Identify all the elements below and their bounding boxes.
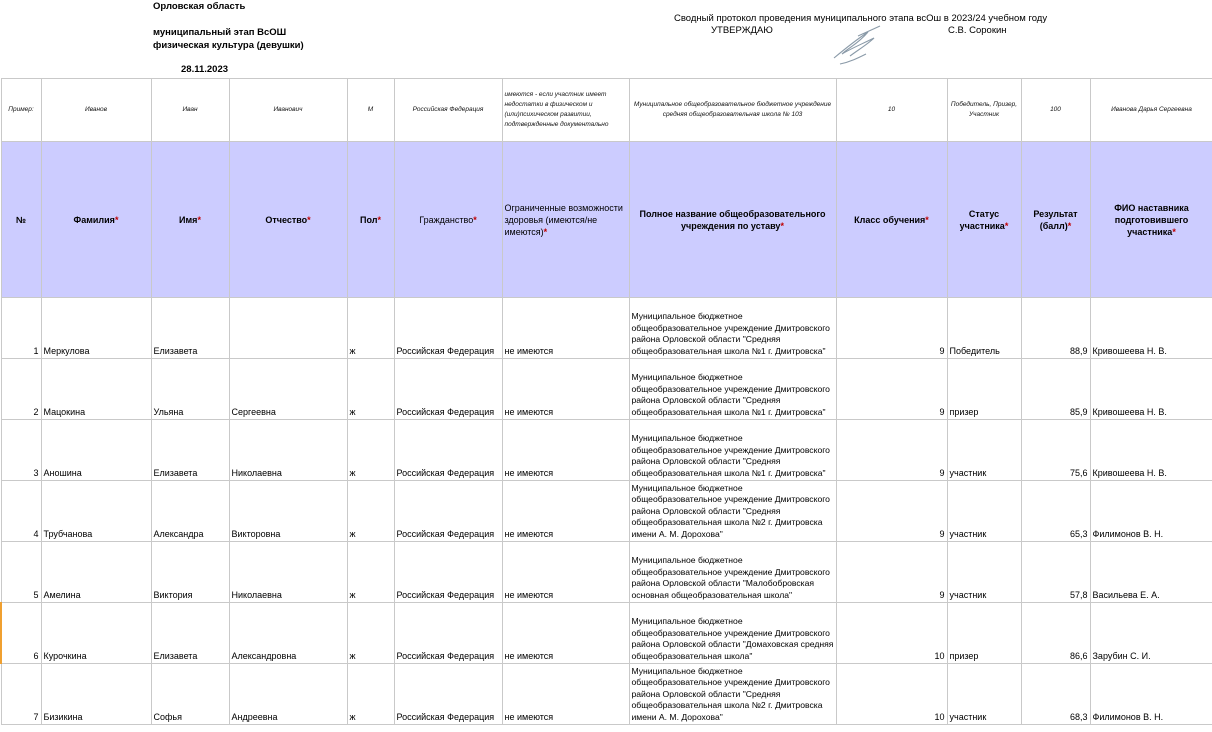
cell-grade[interactable]: 10 xyxy=(836,664,947,725)
cell-result[interactable]: 85,9 xyxy=(1021,359,1090,420)
meta-type-value[interactable]: муниципальный этап ВсОШ xyxy=(153,27,287,38)
cell-status[interactable]: Победитель xyxy=(947,298,1021,359)
cell-name[interactable]: Виктория xyxy=(151,542,229,603)
example-school: Муниципальное общеобразовательное бюджетное учреждение средняя общеобразовательная школа № 103 xyxy=(629,79,836,142)
cell-mentor[interactable]: Зарубин С. И. xyxy=(1090,603,1212,664)
col-patronymic: Отчество* xyxy=(229,142,347,298)
cell-status[interactable]: призер xyxy=(947,359,1021,420)
example-health: имеются - если участник имеет недостатки в физическом и (или)психическом развитии, подтвержденные документально xyxy=(502,79,629,142)
cell-result[interactable]: 57,8 xyxy=(1021,542,1090,603)
protocol-table xyxy=(0,78,1212,725)
col-status: Статус участника* xyxy=(947,142,1021,298)
cell-surname[interactable]: Меркулова xyxy=(41,298,151,359)
cell-num[interactable]: 1 xyxy=(1,298,41,359)
cell-health[interactable]: не имеются xyxy=(502,298,629,359)
cell-citizenship[interactable]: Российская Федерация xyxy=(394,664,502,725)
header-row xyxy=(1,142,1212,298)
cell-mentor[interactable]: Филимонов В. Н. xyxy=(1090,664,1212,725)
protocol-title: Сводный протокол проведения муниципального этапа всОш в 2023/24 учебном году xyxy=(674,13,1048,24)
example-row xyxy=(1,79,1212,142)
cell-school[interactable]: Муниципальное бюджетное общеобразовательное учреждение Дмитровского района Орловской области "Средняя общеобразовательная школа №1 г. Дмитровска" xyxy=(629,359,836,420)
signature-mark xyxy=(828,18,888,68)
cell-sex[interactable]: ж xyxy=(347,359,394,420)
cell-patronymic[interactable]: Андреевна xyxy=(229,664,347,725)
example-status: Победитель, Призер, Участник xyxy=(947,79,1021,142)
col-num: № xyxy=(1,142,41,298)
approve-label: УТВЕРЖДАЮ xyxy=(711,25,773,36)
col-surname: Фамилия* xyxy=(41,142,151,298)
cell-sex[interactable]: ж xyxy=(347,542,394,603)
cell-num[interactable]: 2 xyxy=(1,359,41,420)
cell-health[interactable]: не имеются xyxy=(502,359,629,420)
example-label: Пример: xyxy=(1,79,41,142)
cell-health[interactable]: не имеются xyxy=(502,603,629,664)
cell-school[interactable]: Муниципальное бюджетное общеобразовательное учреждение Дмитровского района Орловской области "Домаховская средняя общеобразовательная школа" xyxy=(629,603,836,664)
cell-patronymic[interactable]: Николаевна xyxy=(229,420,347,481)
example-mentor: Иванова Дарья Сергеевна xyxy=(1090,79,1212,142)
cell-name[interactable]: Софья xyxy=(151,664,229,725)
example-patronymic: Иванович xyxy=(229,79,347,142)
col-sex: Пол* xyxy=(347,142,394,298)
cell-surname[interactable]: Аношина xyxy=(41,420,151,481)
cell-result[interactable]: 75,6 xyxy=(1021,420,1090,481)
cell-surname[interactable]: Бизикина xyxy=(41,664,151,725)
cell-status[interactable]: участник xyxy=(947,664,1021,725)
cell-patronymic[interactable]: Николаевна xyxy=(229,542,347,603)
col-citizenship: Гражданство* xyxy=(394,142,502,298)
cell-school[interactable]: Муниципальное бюджетное общеобразовательное учреждение Дмитровского района Орловской области "Средняя общеобразовательная школа №2 г. Дмитровска имени А. М. Дорохова" xyxy=(629,664,836,725)
cell-mentor[interactable]: Кривошеева Н. В. xyxy=(1090,298,1212,359)
cell-grade[interactable]: 9 xyxy=(836,481,947,542)
cell-patronymic[interactable] xyxy=(229,298,347,359)
cell-citizenship[interactable]: Российская Федерация xyxy=(394,298,502,359)
table-row xyxy=(1,298,1212,359)
meta-subject-value[interactable]: Орловская область xyxy=(153,1,246,12)
table-row xyxy=(1,664,1212,725)
col-health: Ограниченные возможности здоровья (имеются/не имеются)* xyxy=(502,142,629,298)
cell-school[interactable]: Муниципальное бюджетное общеобразовательное учреждение Дмитровского района Орловской области "Малобобровская основная общеобразовательная школа" xyxy=(629,542,836,603)
col-result: Результат (балл)* xyxy=(1021,142,1090,298)
cell-school[interactable]: Муниципальное бюджетное общеобразовательное учреждение Дмитровского района Орловской области "Средняя общеобразовательная школа №1 г. Дмитровска" xyxy=(629,420,836,481)
cell-mentor[interactable]: Кривошеева Н. В. xyxy=(1090,420,1212,481)
cell-sex[interactable]: ж xyxy=(347,481,394,542)
example-surname: Иванов xyxy=(41,79,151,142)
cell-patronymic[interactable]: Викторовна xyxy=(229,481,347,542)
cell-grade[interactable]: 9 xyxy=(836,420,947,481)
example-name: Иван xyxy=(151,79,229,142)
cell-status[interactable]: участник xyxy=(947,420,1021,481)
table-row xyxy=(1,420,1212,481)
cell-num[interactable]: 3 xyxy=(1,420,41,481)
cell-name[interactable]: Елизавета xyxy=(151,298,229,359)
cell-result[interactable]: 86,6 xyxy=(1021,603,1090,664)
cell-sex[interactable]: ж xyxy=(347,664,394,725)
cell-school[interactable]: Муниципальное бюджетное общеобразовательное учреждение Дмитровского района Орловской области "Средняя общеобразовательная школа №2 г. Дмитровска имени А. М. Дорохова" xyxy=(629,481,836,542)
signer-name: С.В. Сорокин xyxy=(948,25,1007,36)
col-name: Имя* xyxy=(151,142,229,298)
cell-citizenship[interactable]: Российская Федерация xyxy=(394,481,502,542)
cell-result[interactable]: 68,3 xyxy=(1021,664,1090,725)
cell-status[interactable]: призер xyxy=(947,603,1021,664)
cell-num[interactable]: 7 xyxy=(1,664,41,725)
cell-name[interactable]: Елизавета xyxy=(151,420,229,481)
cell-health[interactable]: не имеются xyxy=(502,420,629,481)
cell-citizenship[interactable]: Российская Федерация xyxy=(394,420,502,481)
cell-mentor[interactable]: Кривошеева Н. В. xyxy=(1090,359,1212,420)
cell-citizenship[interactable]: Российская Федерация xyxy=(394,542,502,603)
cell-health[interactable]: не имеются xyxy=(502,664,629,725)
table-row xyxy=(1,603,1212,664)
col-school: Полное название общеобразовательного учреждения по уставу* xyxy=(629,142,836,298)
example-sex: М xyxy=(347,79,394,142)
cell-mentor[interactable]: Васильева Е. А. xyxy=(1090,542,1212,603)
cell-patronymic[interactable]: Александровна xyxy=(229,603,347,664)
cell-citizenship[interactable]: Российская Федерация xyxy=(394,359,502,420)
cell-name[interactable]: Елизавета xyxy=(151,603,229,664)
cell-num[interactable]: 4 xyxy=(1,481,41,542)
cell-name[interactable]: Александра xyxy=(151,481,229,542)
cell-sex[interactable]: ж xyxy=(347,603,394,664)
example-citizenship: Российская Федерация xyxy=(394,79,502,142)
cell-grade[interactable]: 9 xyxy=(836,298,947,359)
cell-surname[interactable]: Курочкина xyxy=(41,603,151,664)
cell-health[interactable]: не имеются xyxy=(502,481,629,542)
table-row xyxy=(1,481,1212,542)
cell-result[interactable]: 65,3 xyxy=(1021,481,1090,542)
cell-mentor[interactable]: Филимонов В. Н. xyxy=(1090,481,1212,542)
meta-discipline-value[interactable]: физическая культура (девушки) xyxy=(153,40,304,51)
cell-citizenship[interactable]: Российская Федерация xyxy=(394,603,502,664)
table-row xyxy=(1,542,1212,603)
table-row xyxy=(1,359,1212,420)
cell-result[interactable]: 88,9 xyxy=(1021,298,1090,359)
cell-health[interactable]: не имеются xyxy=(502,542,629,603)
cell-surname[interactable]: Мацокина xyxy=(41,359,151,420)
cell-num[interactable]: 5 xyxy=(1,542,41,603)
col-mentor: ФИО наставника подготовившего участника* xyxy=(1090,142,1212,298)
example-result: 100 xyxy=(1021,79,1090,142)
cell-sex[interactable]: ж xyxy=(347,298,394,359)
cell-grade[interactable]: 9 xyxy=(836,542,947,603)
example-grade: 10 xyxy=(836,79,947,142)
cell-patronymic[interactable]: Сергеевна xyxy=(229,359,347,420)
col-grade: Класс обучения* xyxy=(836,142,947,298)
cell-grade[interactable]: 9 xyxy=(836,359,947,420)
cell-num[interactable]: 6 xyxy=(1,603,41,664)
cell-status[interactable]: участник xyxy=(947,542,1021,603)
cell-status[interactable]: участник xyxy=(947,481,1021,542)
meta-date-value[interactable]: 28.11.2023 xyxy=(181,64,229,75)
cell-sex[interactable]: ж xyxy=(347,420,394,481)
cell-grade[interactable]: 10 xyxy=(836,603,947,664)
cell-surname[interactable]: Трубчанова xyxy=(41,481,151,542)
cell-name[interactable]: Ульяна xyxy=(151,359,229,420)
cell-surname[interactable]: Амелина xyxy=(41,542,151,603)
cell-school[interactable]: Муниципальное бюджетное общеобразовательное учреждение Дмитровского района Орловской области "Средняя общеобразовательная школа №1 г. Дмитровска" xyxy=(629,298,836,359)
